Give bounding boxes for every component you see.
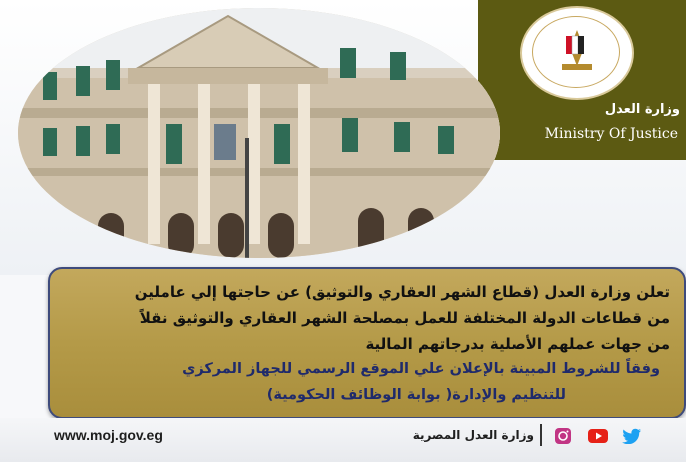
announcement-line-3: من جهات عملهم الأصلية بدرجاتهم المالية <box>365 335 670 353</box>
announcement-line-2: من قطاعات الدولة المختلفة للعمل بمصلحة الشهر العقاري والتوثيق نقلاً <box>139 309 670 327</box>
ministry-name-arabic: وزارة العدل <box>604 102 680 117</box>
announcement-line-4: وفقاً للشروط المبينة بالإعلان علي الموقع الرسمي للجهاز المركزي <box>182 361 660 377</box>
instagram-icon[interactable] <box>553 428 573 444</box>
facebook-page-name: وزارة العدل المصرية <box>412 428 534 442</box>
ministry-seal-icon <box>520 6 634 100</box>
announcement-line-1: تعلن وزارة العدل (قطاع الشهر العقاري والتوثيق) عن حاجتها إلي عاملين <box>134 283 670 301</box>
footer-divider <box>540 424 542 446</box>
youtube-icon[interactable] <box>588 428 608 444</box>
website-link[interactable]: www.moj.gov.eg <box>54 427 163 443</box>
courthouse-photo <box>18 8 500 258</box>
ministry-name-english: Ministry Of Justice <box>544 126 678 142</box>
announcement-box <box>48 267 686 419</box>
announcement-line-5: للتنظيم والإدارة( بوابة الوظائف الحكومية) <box>266 387 566 403</box>
twitter-icon[interactable] <box>622 428 642 444</box>
